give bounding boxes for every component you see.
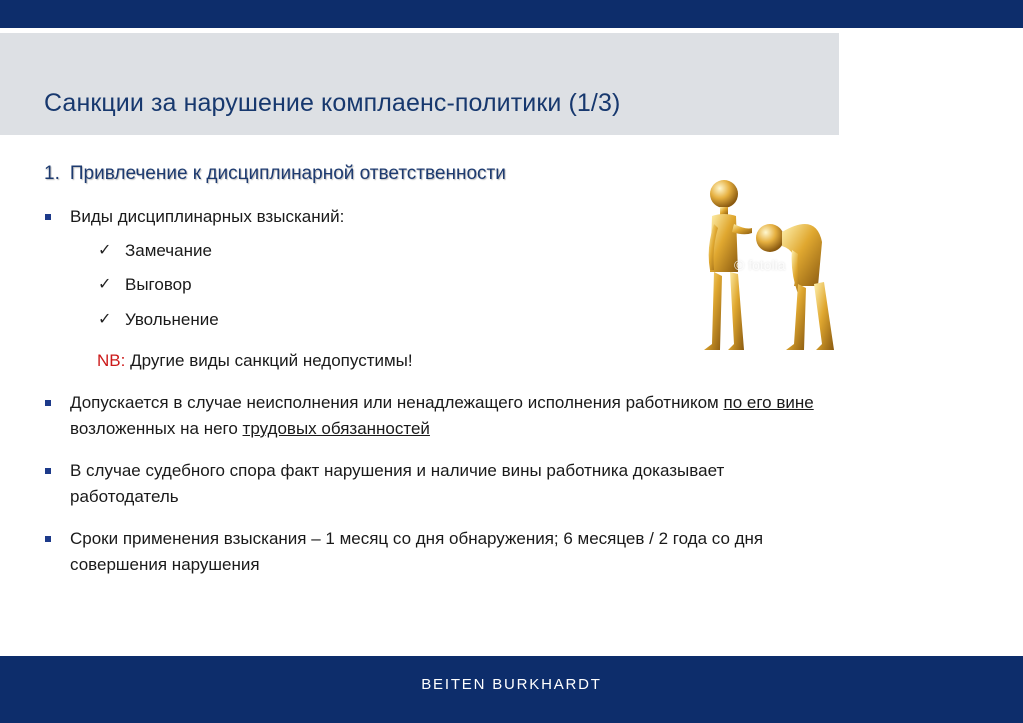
checkmark-icon: ✓: [98, 242, 112, 259]
top-band: [0, 0, 1023, 28]
court-line-1: В случае судебного спора факт нарушения и наличие вины работника доказывает: [70, 461, 725, 480]
bullet-court: [70, 458, 950, 510]
stock-watermark: © fotolia: [734, 257, 786, 273]
bullet-types-intro: Виды дисциплинарных взысканий:: [70, 207, 345, 226]
section-title: Привлечение к дисциплинарной ответственности: [69, 163, 506, 184]
nb-note: [97, 348, 413, 374]
deadlines-line-1: Сроки применения взыскания – 1 месяц со дня обнаружения; 6 месяцев / 2 года со дня: [70, 529, 764, 548]
square-bullet-icon: [44, 204, 54, 214]
nb-label: NB:: [97, 351, 126, 370]
nb-text: Другие виды санкций недопустимы!: [125, 351, 413, 370]
section-heading: [44, 163, 506, 185]
bowing-figure: [756, 224, 834, 350]
type-item-1: Замечание: [125, 241, 212, 260]
court-line-2: работодатель: [70, 487, 179, 506]
checkmark-icon: ✓: [98, 311, 112, 328]
section-number: 1.: [44, 163, 60, 184]
grounds-text-2: возложенных на него: [70, 419, 243, 438]
square-bullet-icon: [44, 458, 54, 468]
grounds-underlined-1: по его вине: [723, 393, 814, 412]
checkmark-icon: ✓: [98, 276, 112, 293]
bullet-deadlines: [70, 526, 950, 578]
type-item-2: Выговор: [125, 275, 192, 294]
square-bullet-icon: [44, 526, 54, 536]
grounds-underlined-2: трудовых обязанностей: [242, 419, 430, 438]
square-bullet-icon: [44, 390, 54, 400]
grounds-text-1: Допускается в случае неисполнения или ненадлежащего исполнения работником: [70, 393, 724, 412]
bullet-grounds: [70, 390, 950, 442]
top-divider: [0, 28, 1023, 31]
type-item-3: Увольнение: [125, 310, 219, 329]
brand-logo-text: BEITEN BURKHARDT: [421, 676, 602, 693]
slide-title: Санкции за нарушение комплаенс-политики (1/3): [44, 89, 621, 117]
deadlines-line-2: совершения нарушения: [70, 555, 260, 574]
title-background: [0, 33, 839, 135]
